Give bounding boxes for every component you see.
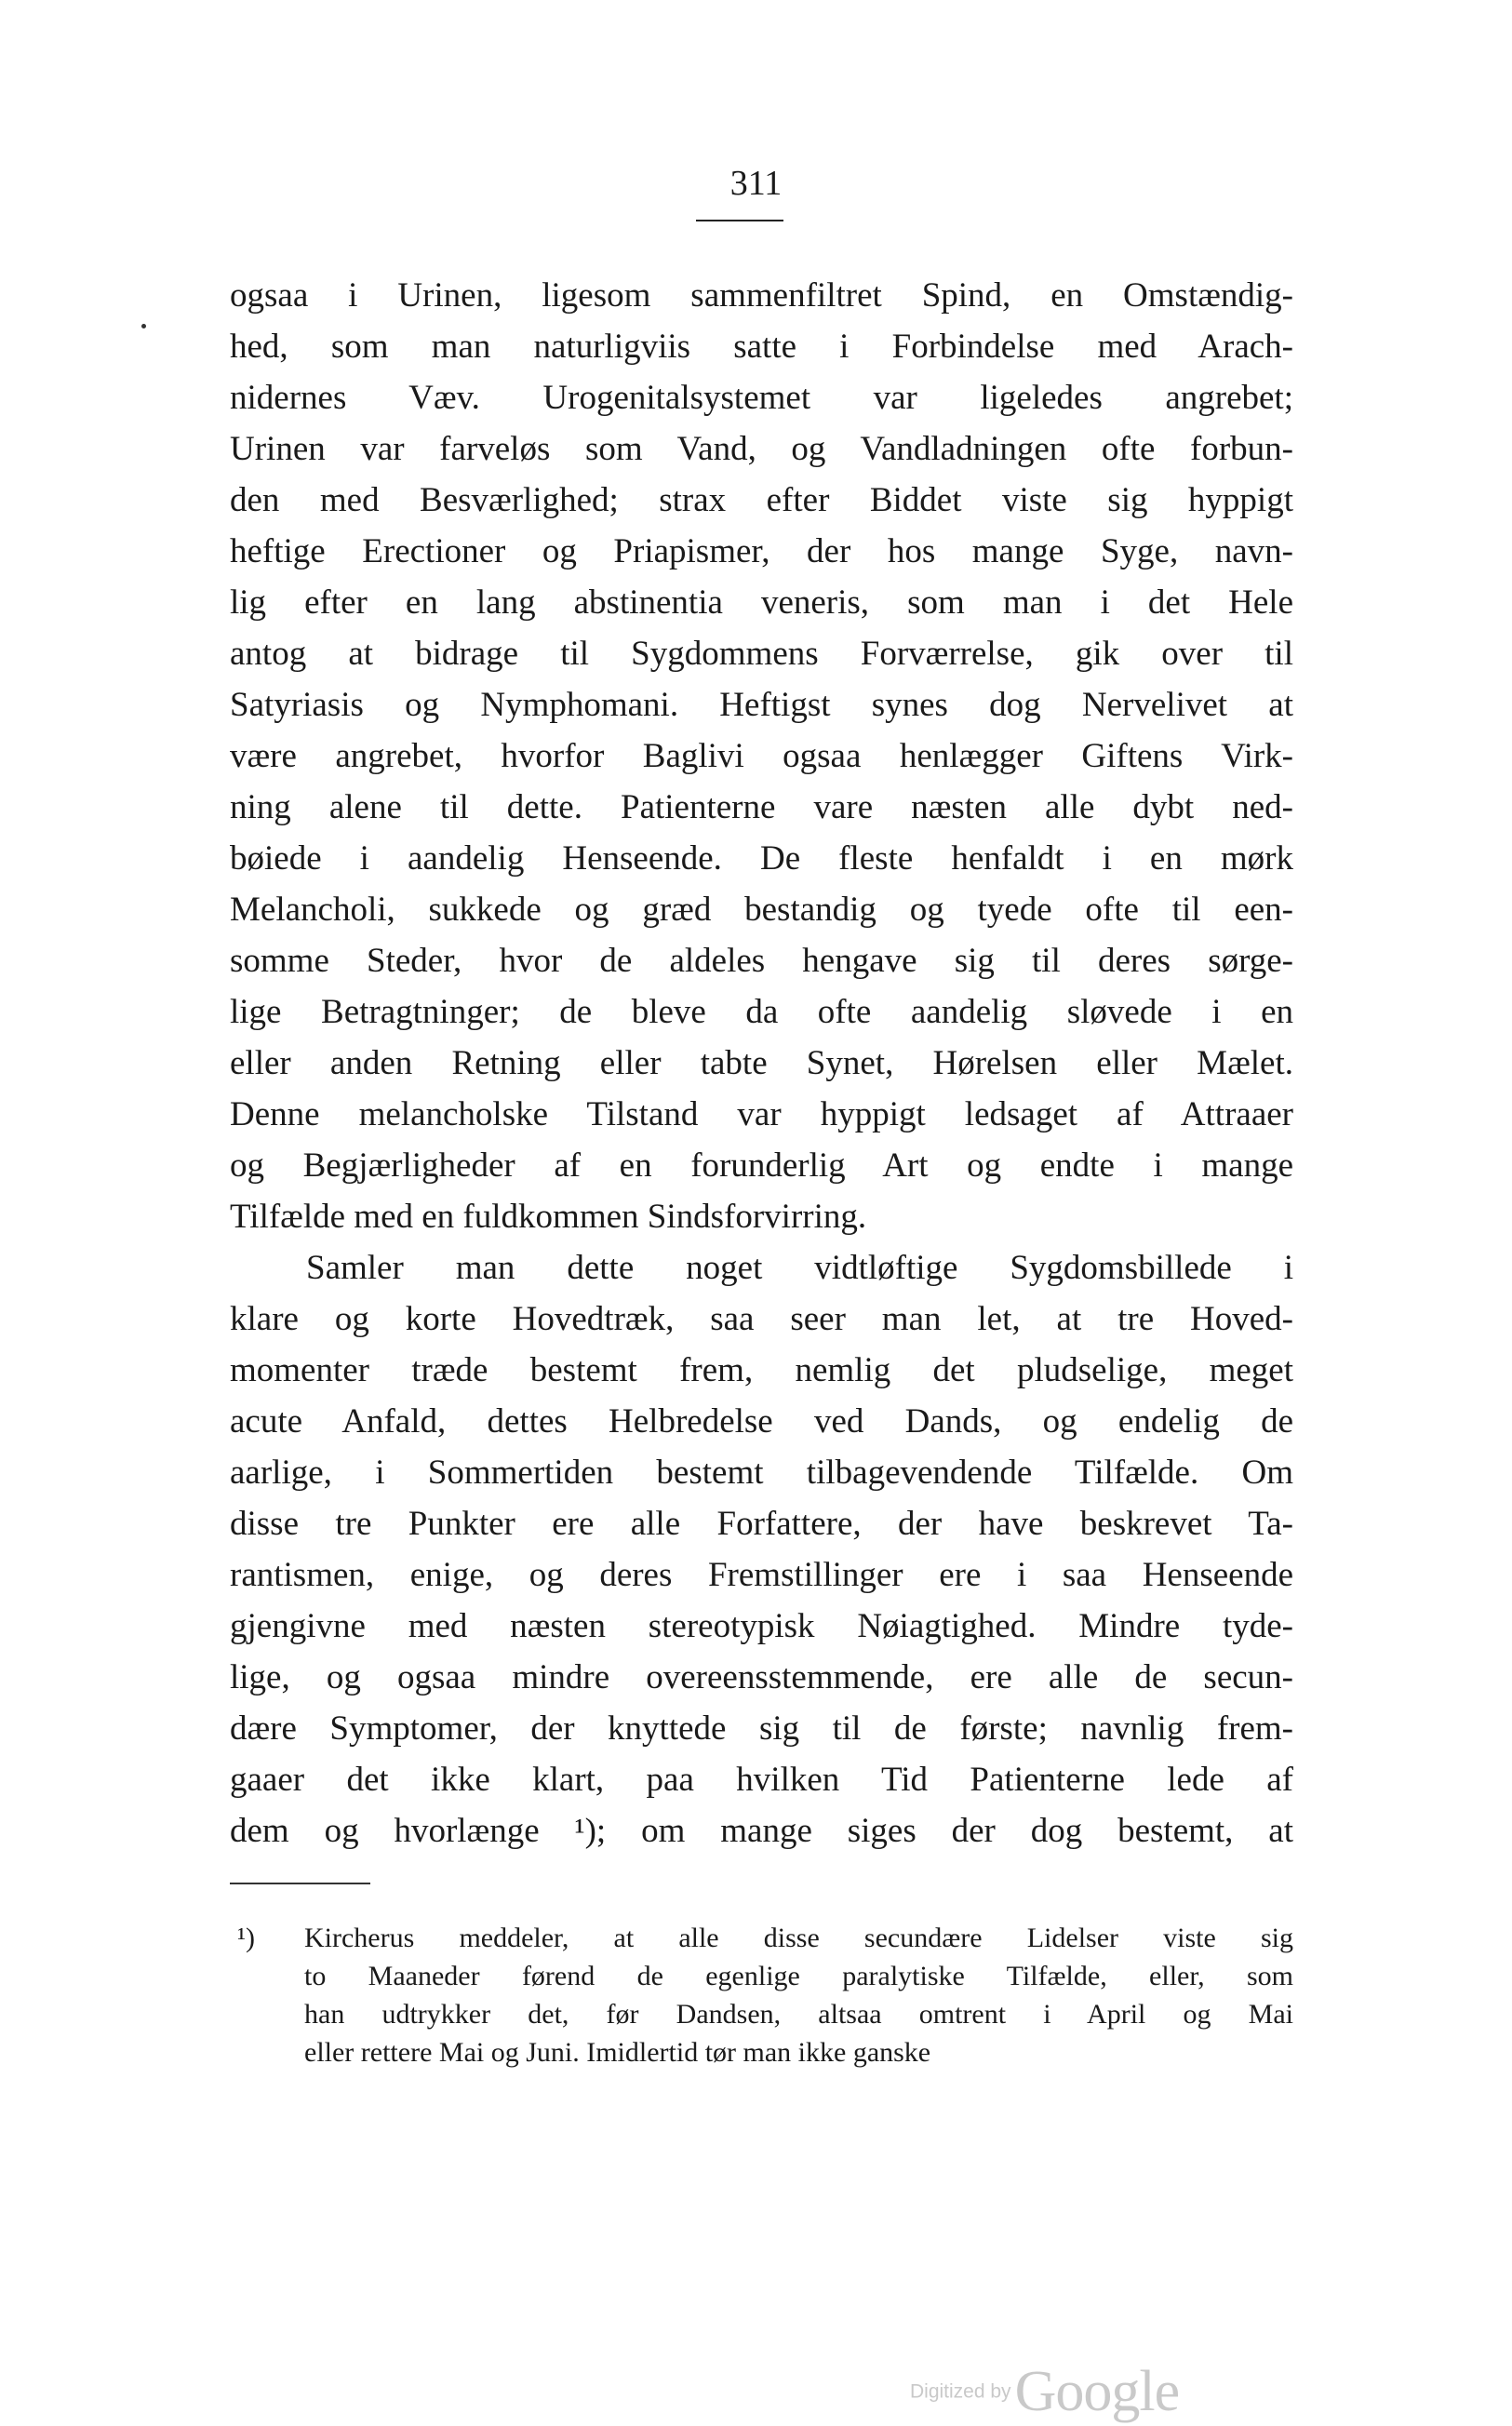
footnote-line: to Maaneder førend de egenlige paralytiske Tilfælde, eller, som [304, 1961, 1293, 1991]
footnote [237, 1919, 1293, 2071]
body-line: somme Steder, hvor de aldeles hengave sig til deres sørge- [230, 942, 1293, 980]
google-logo: Google [1014, 2360, 1180, 2423]
body-line: momenter træde bestemt frem, nemlig det pludselige, meget [230, 1351, 1293, 1389]
body-line: og Begjærligheder af en forunderlig Art og endte i mange [230, 1146, 1293, 1185]
body-line: lig efter en lang abstinentia veneris, som man i det Hele [230, 583, 1293, 622]
body-line: Denne melancholske Tilstand var hyppigt ledsaget af Attraaer [230, 1095, 1293, 1133]
body-line: eller anden Retning eller tabte Synet, Hørelsen eller Mælet. [230, 1044, 1293, 1082]
footnote-line: eller rettere Mai og Juni. Imidlertid tør man ikke ganske [304, 2037, 931, 2068]
body-line: dem og hvorlænge ¹); om mange siges der dog bestemt, at [230, 1812, 1293, 1850]
body-line-paragraph-start: Samler man dette noget vidtløftige Sygdomsbillede i [306, 1249, 1293, 1287]
page-number: 311 [729, 164, 783, 203]
body-line: klare og korte Hovedtræk, saa seer man let, at tre Hoved- [230, 1300, 1293, 1338]
footnote-marker: ¹) [237, 1923, 255, 1953]
body-line: ning alene til dette. Patienterne vare næsten alle dybt ned- [230, 788, 1293, 826]
body-line: lige, og ogsaa mindre overeensstemmende, ere alle de secun- [230, 1658, 1293, 1696]
footnote-separator [230, 1883, 370, 1884]
body-text [230, 270, 1293, 1856]
body-line: gjengivne med næsten stereotypisk Nøiagtighed. Mindre tyde- [230, 1607, 1293, 1645]
body-line: acute Anfald, dettes Helbredelse ved Dands, og endelig de [230, 1402, 1293, 1441]
footnote-line [237, 1919, 1293, 1957]
body-line: Satyriasis og Nymphomani. Heftigst synes dog Nervelivet at [230, 686, 1293, 724]
page-number-underline [696, 220, 783, 221]
body-line: lige Betragtninger; de bleve da ofte aandelig sløvede i en [230, 993, 1293, 1031]
body-line: nidernes Væv. Urogenitalsystemet var ligeledes angrebet; [230, 379, 1293, 417]
body-line: aarlige, i Sommertiden bestemt tilbagevendende Tilfælde. Om [230, 1454, 1293, 1492]
body-line: Urinen var farveløs som Vand, og Vandladningen ofte forbun- [230, 430, 1293, 468]
body-line: dære Symptomer, der knyttede sig til de første; navnlig frem- [230, 1709, 1293, 1748]
body-line: den med Besværlighed; strax efter Biddet viste sig hyppigt [230, 481, 1293, 519]
footnote-line: han udtrykker det, før Dandsen, altsaa omtrent i April og Mai [304, 1999, 1293, 2030]
stray-ink-mark [141, 324, 146, 328]
watermark-prefix: Digitized by [910, 2380, 1011, 2403]
body-line: hed, som man naturligviis satte i Forbindelse med Arach- [230, 328, 1293, 366]
body-line-paragraph-end: Tilfælde med en fuldkommen Sindsforvirring. [230, 1198, 867, 1236]
footnote-text: Kircherus meddeler, at alle disse secundære Lidelser viste sig [304, 1923, 1293, 1953]
body-line: Melancholi, sukkede og græd bestandig og tyede ofte til een- [230, 891, 1293, 929]
body-line: gaaer det ikke klart, paa hvilken Tid Patienterne lede af [230, 1761, 1293, 1799]
body-line: være angrebet, hvorfor Baglivi ogsaa henlægger Giftens Virk- [230, 737, 1293, 775]
body-line: antog at bidrage til Sygdommens Forværrelse, gik over til [230, 635, 1293, 673]
body-line: rantismen, enige, og deres Fremstillinger ere i saa Henseende [230, 1556, 1293, 1594]
body-line: ogsaa i Urinen, ligesom sammenfiltret Spind, en Omstændig- [230, 276, 1293, 315]
body-line: bøiede i aandelig Henseende. De fleste henfaldt i en mørk [230, 839, 1293, 878]
digitized-watermark [910, 2359, 1179, 2425]
body-line: heftige Erectioner og Priapismer, der hos mange Syge, navn- [230, 532, 1293, 570]
body-line: disse tre Punkter ere alle Forfattere, der have beskrevet Ta- [230, 1505, 1293, 1543]
